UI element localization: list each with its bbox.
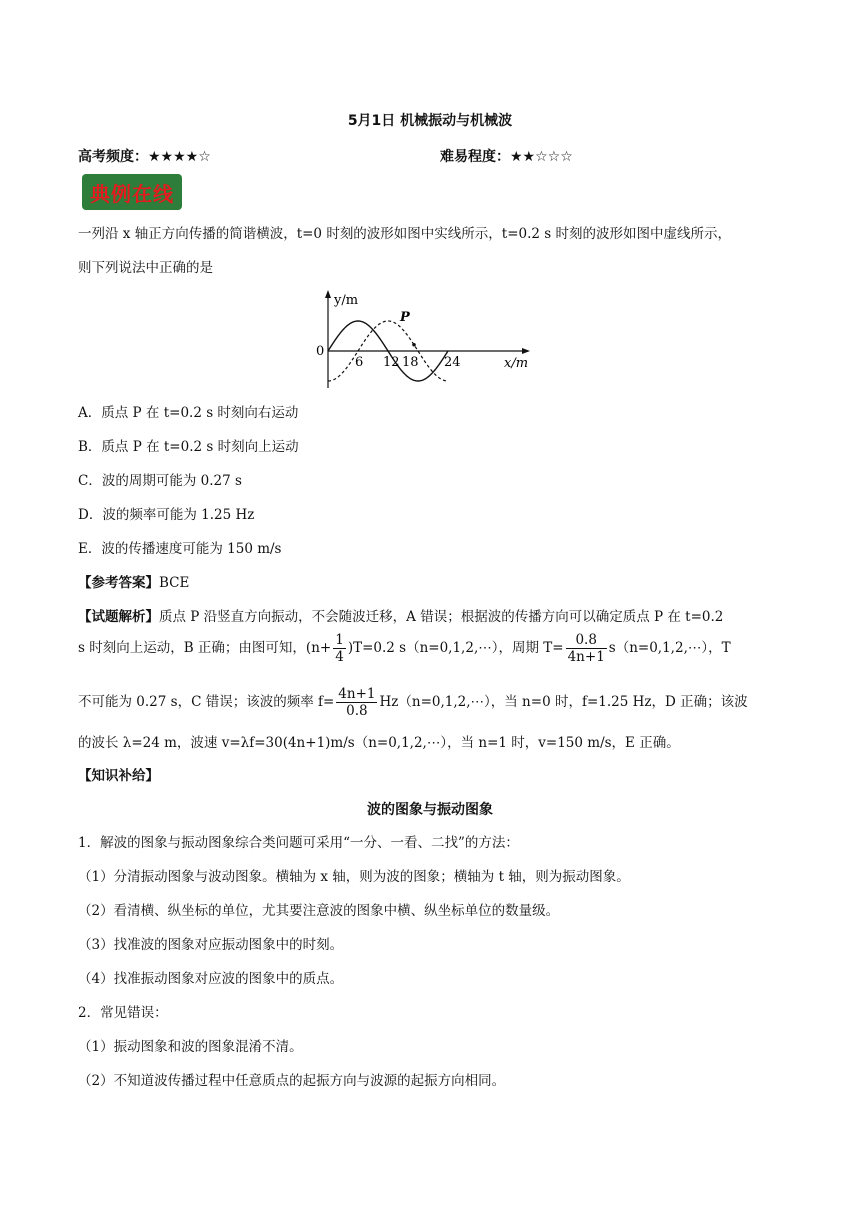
x-axis-arrow bbox=[522, 348, 530, 354]
supplement-item: 1．解波的图象与振动图象综合类问题可采用“一分、一看、二找”的方法： bbox=[78, 835, 519, 851]
x-tick-12: 12 bbox=[383, 355, 400, 370]
fraction-quarter bbox=[333, 632, 346, 665]
fraction-frequency bbox=[336, 686, 377, 719]
analysis-text-3a: 不可能为 0.27 s，C 错误；该波的频率 f= bbox=[78, 694, 335, 710]
analysis-text-1: 质点 P 沿竖直方向振动，不会随波迁移，A 错误；根据波的传播方向可以确定质点 P 在 t=0.2 bbox=[159, 609, 724, 625]
example-badge: 典例在线 bbox=[82, 174, 182, 210]
option-c: C．波的周期可能为 0.27 s bbox=[78, 473, 242, 489]
x-tick-24: 24 bbox=[444, 355, 461, 370]
analysis-text-2b: )T=0.2 s（n=0,1,2,⋯），周期 T= bbox=[347, 640, 564, 656]
fraction-period-num: 0.8 bbox=[566, 632, 607, 649]
answer-label: 【参考答案】 bbox=[78, 575, 159, 591]
wave-figure bbox=[312, 288, 548, 390]
option-a: A．质点 P 在 t=0.2 s 时刻向右运动 bbox=[78, 405, 299, 421]
page-title: 5月1日 机械振动与机械波 bbox=[347, 113, 513, 129]
exam-frequency: 高考频度：★★★★☆ bbox=[78, 149, 211, 165]
supplement-item: （1）振动图象和波的图象混淆不清。 bbox=[78, 1039, 303, 1055]
fraction-period bbox=[566, 632, 607, 665]
option-d: D．波的频率可能为 1.25 Hz bbox=[78, 507, 255, 523]
supplement-heading: 波的图象与振动图象 bbox=[367, 802, 493, 818]
supplement-item: （3）找准波的图象对应振动图象中的时刻。 bbox=[78, 937, 344, 953]
fraction-quarter-den: 4 bbox=[335, 649, 344, 665]
point-p-marker bbox=[412, 343, 416, 347]
analysis-text-2a: s 时刻向上运动，B 正确；由图可知，(n+ bbox=[78, 640, 332, 656]
analysis-text-3b: Hz（n=0,1,2,⋯），当 n=0 时，f=1.25 Hz，D 正确；该波 bbox=[379, 694, 748, 710]
analysis-line-4: 的波长 λ=24 m，波速 v=λf=30(4n+1)m/s（n=0,1,2,⋯），当 n=1 时，v=150 m/s，E 正确。 bbox=[78, 735, 680, 751]
x-tick-6: 6 bbox=[355, 355, 364, 370]
y-axis-label: y/m bbox=[334, 293, 359, 308]
analysis-line-2 bbox=[78, 632, 731, 665]
fraction-period-den: 4n+1 bbox=[567, 649, 605, 665]
difficulty-level: 难易程度：★★☆☆☆ bbox=[440, 149, 573, 165]
answer-line bbox=[78, 573, 189, 593]
fraction-frequency-num: 4n+1 bbox=[338, 686, 376, 702]
y-axis-arrow bbox=[325, 290, 331, 298]
x-tick-18: 18 bbox=[402, 355, 419, 370]
supplement-item: （4）找准振动图象对应波的图象中的质点。 bbox=[78, 971, 344, 987]
supplement-item: （2）看清横、纵坐标的单位，尤其要注意波的图象中横、纵坐标单位的数量级。 bbox=[78, 903, 560, 919]
supplement-item: （1）分清振动图象与波动图象。横轴为 x 轴，则为波的图象；横轴为 t 轴，则为振动图象。 bbox=[78, 869, 630, 885]
analysis-line-1 bbox=[78, 607, 723, 627]
question-line-2: 则下列说法中正确的是 bbox=[78, 260, 213, 276]
origin-label: 0 bbox=[316, 344, 325, 359]
supplement-item: 2．常见错误： bbox=[78, 1005, 168, 1021]
supplement-label: 【知识补给】 bbox=[78, 768, 159, 784]
x-axis-label: x/m bbox=[504, 356, 529, 371]
fraction-frequency-den: 0.8 bbox=[346, 703, 368, 719]
fraction-quarter-num: 1 bbox=[335, 632, 344, 648]
option-e: E．波的传播速度可能为 150 m/s bbox=[78, 541, 282, 557]
supplement-item: （2）不知道波传播过程中任意质点的起振方向与波源的起振方向相同。 bbox=[78, 1073, 506, 1089]
question-line-1: 一列沿 x 轴正方向传播的简谐横波，t=0 时刻的波形如图中实线所示，t=0.2 s 时刻的波形如图中虚线所示， bbox=[78, 226, 732, 242]
answer-value: BCE bbox=[159, 575, 190, 591]
analysis-text-2c: s（n=0,1,2,⋯），T bbox=[608, 640, 731, 656]
analysis-line-3 bbox=[78, 686, 748, 719]
analysis-label: 【试题解析】 bbox=[78, 609, 159, 625]
option-b: B．质点 P 在 t=0.2 s 时刻向上运动 bbox=[78, 439, 299, 455]
point-p-label: P bbox=[400, 310, 410, 325]
